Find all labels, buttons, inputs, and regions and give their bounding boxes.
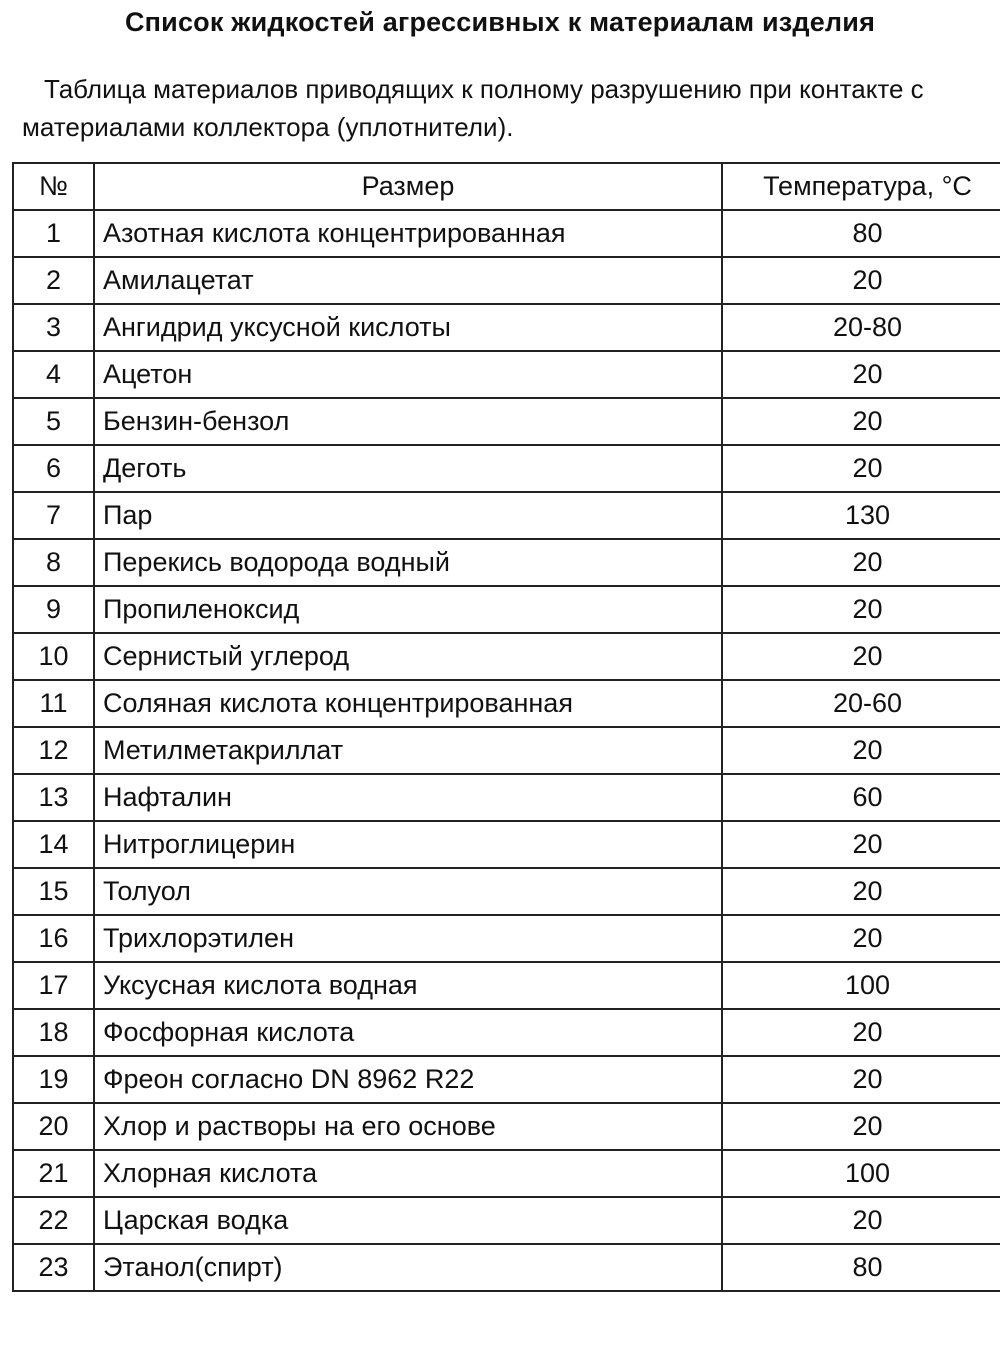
row-number-cell: 12	[13, 727, 94, 774]
row-temperature-cell: 20	[722, 1056, 1000, 1103]
row-temperature-cell: 80	[722, 1244, 1000, 1291]
row-temperature-cell: 20	[722, 633, 1000, 680]
row-number-cell: 9	[13, 586, 94, 633]
row-temperature-cell: 20-80	[722, 304, 1000, 351]
table-row	[13, 539, 1000, 586]
row-number-cell: 16	[13, 915, 94, 962]
row-number-cell: 21	[13, 1150, 94, 1197]
row-name-cell: Соляная кислота концентрированная	[94, 680, 722, 727]
row-number-cell: 3	[13, 304, 94, 351]
row-name-cell: Пар	[94, 492, 722, 539]
table-row	[13, 257, 1000, 304]
table-row	[13, 492, 1000, 539]
row-number-cell: 7	[13, 492, 94, 539]
table-row	[13, 680, 1000, 727]
row-name-cell: Этанол(спирт)	[94, 1244, 722, 1291]
row-name-cell: Ацетон	[94, 351, 722, 398]
row-name-cell: Нафталин	[94, 774, 722, 821]
table-row	[13, 210, 1000, 257]
row-temperature-cell: 20-60	[722, 680, 1000, 727]
row-name-cell: Деготь	[94, 445, 722, 492]
header-number: №	[13, 163, 94, 210]
table-row	[13, 868, 1000, 915]
row-temperature-cell: 20	[722, 1197, 1000, 1244]
row-name-cell: Толуол	[94, 868, 722, 915]
row-number-cell: 13	[13, 774, 94, 821]
table-row	[13, 727, 1000, 774]
row-number-cell: 11	[13, 680, 94, 727]
table-body	[13, 210, 1000, 1291]
materials-table	[12, 162, 1000, 1292]
row-number-cell: 5	[13, 398, 94, 445]
row-temperature-cell: 20	[722, 445, 1000, 492]
row-temperature-cell: 80	[722, 210, 1000, 257]
row-number-cell: 22	[13, 1197, 94, 1244]
table-row	[13, 821, 1000, 868]
row-name-cell: Сернистый углерод	[94, 633, 722, 680]
row-name-cell: Пропиленоксид	[94, 586, 722, 633]
table-row	[13, 351, 1000, 398]
row-name-cell: Амилацетат	[94, 257, 722, 304]
table-row	[13, 1009, 1000, 1056]
row-temperature-cell: 20	[722, 257, 1000, 304]
table-row	[13, 445, 1000, 492]
table-row	[13, 398, 1000, 445]
row-number-cell: 6	[13, 445, 94, 492]
row-temperature-cell: 20	[722, 1009, 1000, 1056]
row-name-cell: Царская водка	[94, 1197, 722, 1244]
row-name-cell: Трихлорэтилен	[94, 915, 722, 962]
table-row	[13, 915, 1000, 962]
row-number-cell: 10	[13, 633, 94, 680]
row-name-cell: Нитроглицерин	[94, 821, 722, 868]
row-temperature-cell: 20	[722, 539, 1000, 586]
table-row	[13, 633, 1000, 680]
table-row	[13, 1056, 1000, 1103]
table-row	[13, 1150, 1000, 1197]
row-number-cell: 19	[13, 1056, 94, 1103]
row-number-cell: 14	[13, 821, 94, 868]
row-name-cell: Бензин-бензол	[94, 398, 722, 445]
header-name: Размер	[94, 163, 722, 210]
row-temperature-cell: 20	[722, 1103, 1000, 1150]
row-temperature-cell: 20	[722, 821, 1000, 868]
row-name-cell: Хлорная кислота	[94, 1150, 722, 1197]
row-number-cell: 4	[13, 351, 94, 398]
row-temperature-cell: 20	[722, 398, 1000, 445]
header-temperature: Температура, °С	[722, 163, 1000, 210]
row-name-cell: Уксусная кислота водная	[94, 962, 722, 1009]
row-name-cell: Ангидрид уксусной кислоты	[94, 304, 722, 351]
row-number-cell: 23	[13, 1244, 94, 1291]
row-number-cell: 18	[13, 1009, 94, 1056]
table-row	[13, 586, 1000, 633]
row-temperature-cell: 20	[722, 868, 1000, 915]
row-name-cell: Хлор и растворы на его основе	[94, 1103, 722, 1150]
row-temperature-cell: 60	[722, 774, 1000, 821]
row-temperature-cell: 20	[722, 915, 1000, 962]
row-number-cell: 8	[13, 539, 94, 586]
row-number-cell: 2	[13, 257, 94, 304]
row-temperature-cell: 20	[722, 351, 1000, 398]
table-row	[13, 774, 1000, 821]
table-row	[13, 962, 1000, 1009]
table-row	[13, 1244, 1000, 1291]
row-number-cell: 1	[13, 210, 94, 257]
table-row	[13, 1103, 1000, 1150]
row-number-cell: 20	[13, 1103, 94, 1150]
row-temperature-cell: 100	[722, 962, 1000, 1009]
table-row	[13, 304, 1000, 351]
row-temperature-cell: 20	[722, 586, 1000, 633]
row-number-cell: 17	[13, 962, 94, 1009]
row-name-cell: Фосфорная кислота	[94, 1009, 722, 1056]
row-name-cell: Азотная кислота концентрированная	[94, 210, 722, 257]
intro-paragraph: Таблица материалов приводящих к полному разрушению при контакте с материалами коллектора (уплотнители).	[22, 74, 924, 142]
row-temperature-cell: 20	[722, 727, 1000, 774]
table-row	[13, 1197, 1000, 1244]
row-name-cell: Перекись водорода водный	[94, 539, 722, 586]
row-number-cell: 15	[13, 868, 94, 915]
row-name-cell: Фреон согласно DN 8962 R22	[94, 1056, 722, 1103]
row-temperature-cell: 130	[722, 492, 1000, 539]
table-header-row	[13, 163, 1000, 210]
row-temperature-cell: 100	[722, 1150, 1000, 1197]
page-title: Список жидкостей агрессивных к материалам изделия	[124, 7, 876, 37]
row-name-cell: Метилметакриллат	[94, 727, 722, 774]
